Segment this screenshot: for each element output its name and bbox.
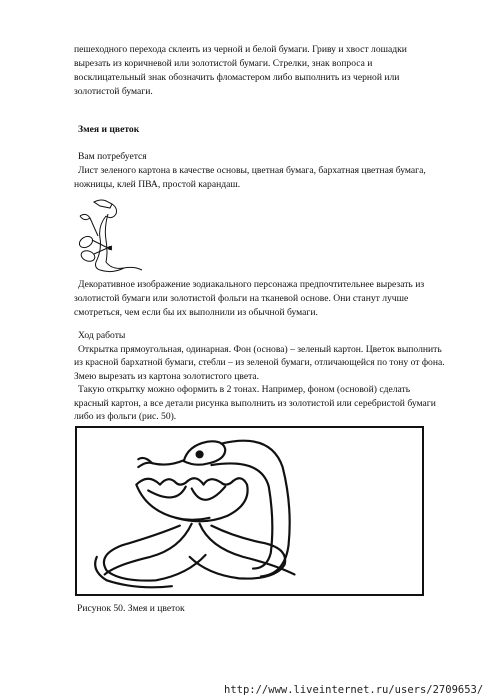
materials-heading: Вам потребуется — [78, 151, 147, 162]
intro-line: пешеходного перехода склеить из черной и белой бумаги. Гриву и хвост лошадки — [74, 44, 407, 55]
figure-caption: Рисунок 50. Змея и цветок — [77, 603, 185, 614]
note-line: смотреться, чем если бы их выполнили из обычной бумаги. — [74, 307, 318, 318]
intro-line: восклицательный знак обозначить фломастером либо выполнить из черной или — [74, 72, 400, 83]
work-heading: Ход работы — [78, 330, 126, 341]
materials-line: ножницы, клей ПВА, простой карандаш. — [74, 179, 241, 190]
scissors-and-ribbon-illustration — [72, 196, 148, 276]
work-line: из красной бархатной бумаги, стебли – из зеленой бумаги, отличающейся по тону от фона. — [74, 357, 445, 368]
section-title: Змея и цветок — [78, 124, 140, 135]
work-line: Змею вырезать из картона золотистого цвета. — [74, 371, 260, 382]
work-line: Открытка прямоугольная, одинарная. Фон (основа) – зеленый картон. Цветок выполнить — [78, 344, 442, 355]
footer-url-watermark: http://www.liveinternet.ru/users/2709653/ — [224, 684, 484, 696]
intro-line: золотистой бумаги. — [74, 86, 153, 97]
figure-snake-and-flower — [75, 426, 424, 596]
work-line: либо из фольги (рис. 50). — [74, 411, 177, 422]
note-line: Декоративное изображение зодиакального персонажа предпочтительнее вырезать из — [78, 279, 425, 290]
note-line: золотистой бумаги или золотистой фольги на тканевой основе. Они станут лучше — [74, 293, 409, 304]
work-line: Такую открытку можно оформить в 2 тонах. Например, фоном (основой) сделать — [78, 384, 411, 395]
work-line: красный картон, а все детали рисунка выполнить из золотистой или серебристой бумаги — [74, 398, 436, 409]
materials-line: Лист зеленого картона в качестве основы, цветная бумага, бархатная цветная бумага, — [78, 165, 426, 176]
intro-line: вырезать из коричневой или золотистой бумаги. Стрелки, знак вопроса и — [74, 58, 373, 69]
